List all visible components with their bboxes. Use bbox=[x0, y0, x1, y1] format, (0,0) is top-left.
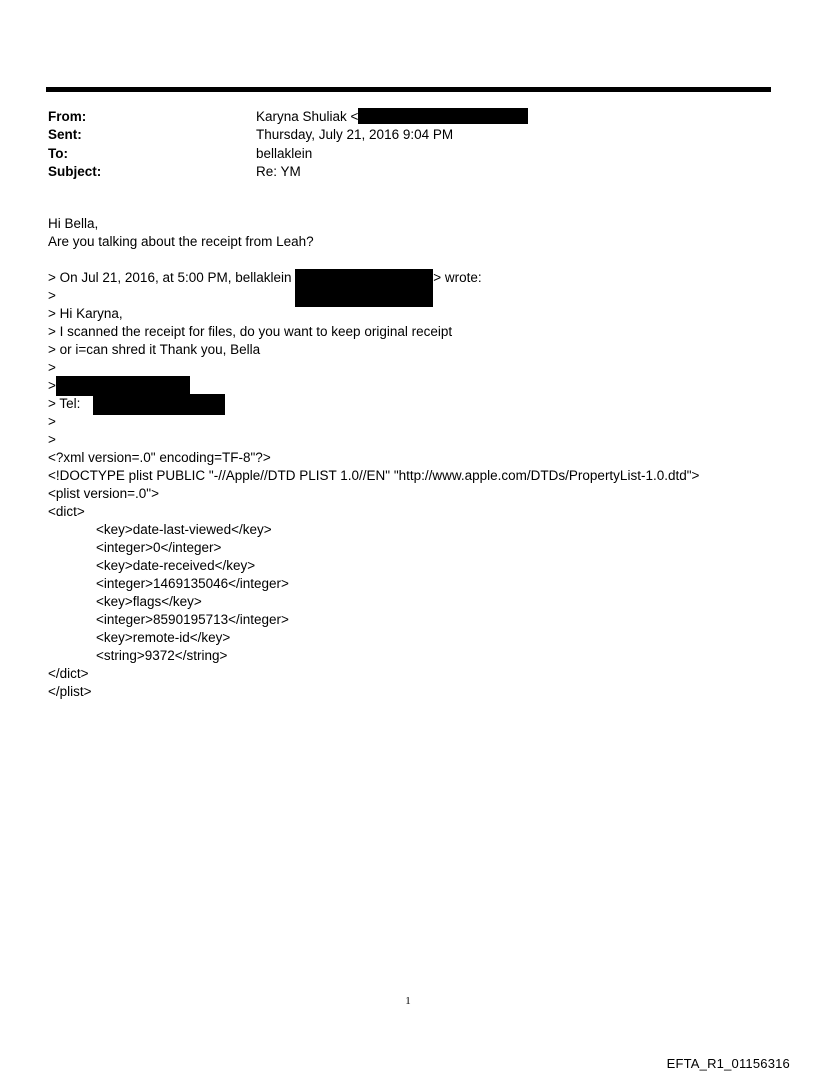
dict-line: <string>9372</string> bbox=[96, 648, 228, 663]
email-body bbox=[48, 215, 768, 701]
quote-blank-2: > bbox=[48, 360, 56, 375]
to-value: bellaklein bbox=[256, 145, 313, 161]
dict-line: <key>remote-id</key> bbox=[96, 630, 231, 645]
dict-line: <key>date-last-viewed</key> bbox=[96, 522, 272, 537]
redaction-quote-email bbox=[295, 269, 433, 307]
quote-intro-prefix: > On Jul 21, 2016, at 5:00 PM, bellaklein bbox=[48, 270, 296, 285]
to-label: To: bbox=[48, 145, 68, 161]
subject-label: Subject: bbox=[48, 164, 102, 180]
quote-intro-suffix: > wrote: bbox=[433, 270, 482, 285]
dict-open: <dict> bbox=[48, 504, 85, 519]
quote-intro bbox=[48, 269, 768, 287]
quote-blank-4: > bbox=[48, 432, 56, 447]
page-number: 1 bbox=[405, 995, 411, 1007]
sent-row bbox=[48, 126, 748, 145]
from-row bbox=[48, 107, 748, 126]
sent-value: Thursday, July 21, 2016 9:04 PM bbox=[256, 127, 454, 143]
dict-line: <integer>1469135046</integer> bbox=[96, 576, 289, 591]
dict-close: </dict> bbox=[48, 666, 89, 681]
plist-close: </plist> bbox=[48, 684, 92, 699]
quote-blank-3: > bbox=[48, 414, 56, 429]
dict-line: <integer>8590195713</integer> bbox=[96, 612, 289, 627]
plist-doctype: <!DOCTYPE plist PUBLIC "-//Apple//DTD PLIST 1.0//EN" "http://www.apple.com/DTDs/PropertyList-1.0.dtd"> bbox=[48, 468, 700, 483]
plist-open: <plist version=.0"> bbox=[48, 486, 159, 501]
quote-blank-1: > bbox=[48, 288, 56, 303]
quote-hi: > Hi Karyna, bbox=[48, 306, 123, 321]
quote-tel: > Tel: bbox=[48, 396, 81, 411]
header-rule bbox=[46, 87, 771, 92]
redaction-from-email bbox=[358, 108, 528, 124]
quote-line-1: > I scanned the receipt for files, do you want to keep original receipt bbox=[48, 324, 453, 339]
dict-line: <key>date-received</key> bbox=[96, 558, 256, 573]
dict-line: <key>flags</key> bbox=[96, 594, 202, 609]
subject-row bbox=[48, 163, 748, 182]
bates-number: EFTA_R1_01156316 bbox=[666, 1056, 790, 1071]
from-label: From: bbox=[48, 108, 87, 124]
quote-redacted-line bbox=[48, 377, 768, 395]
greeting: Hi Bella, bbox=[48, 216, 99, 231]
sent-label: Sent: bbox=[48, 127, 82, 143]
redaction-phone bbox=[93, 394, 225, 415]
xml-declaration: <?xml version=.0" encoding=TF-8"?> bbox=[48, 450, 271, 465]
question: Are you talking about the receipt from Leah? bbox=[48, 234, 314, 249]
quote-redacted-prefix: > bbox=[48, 378, 56, 393]
subject-value: Re: YM bbox=[256, 164, 301, 180]
quote-line-2: > or i=can shred it Thank you, Bella bbox=[48, 342, 261, 357]
dict-line: <integer>0</integer> bbox=[96, 540, 222, 555]
quote-tel-line bbox=[48, 395, 768, 413]
to-row bbox=[48, 144, 748, 163]
email-header bbox=[48, 107, 748, 181]
from-value: Karyna Shuliak < bbox=[256, 108, 359, 124]
